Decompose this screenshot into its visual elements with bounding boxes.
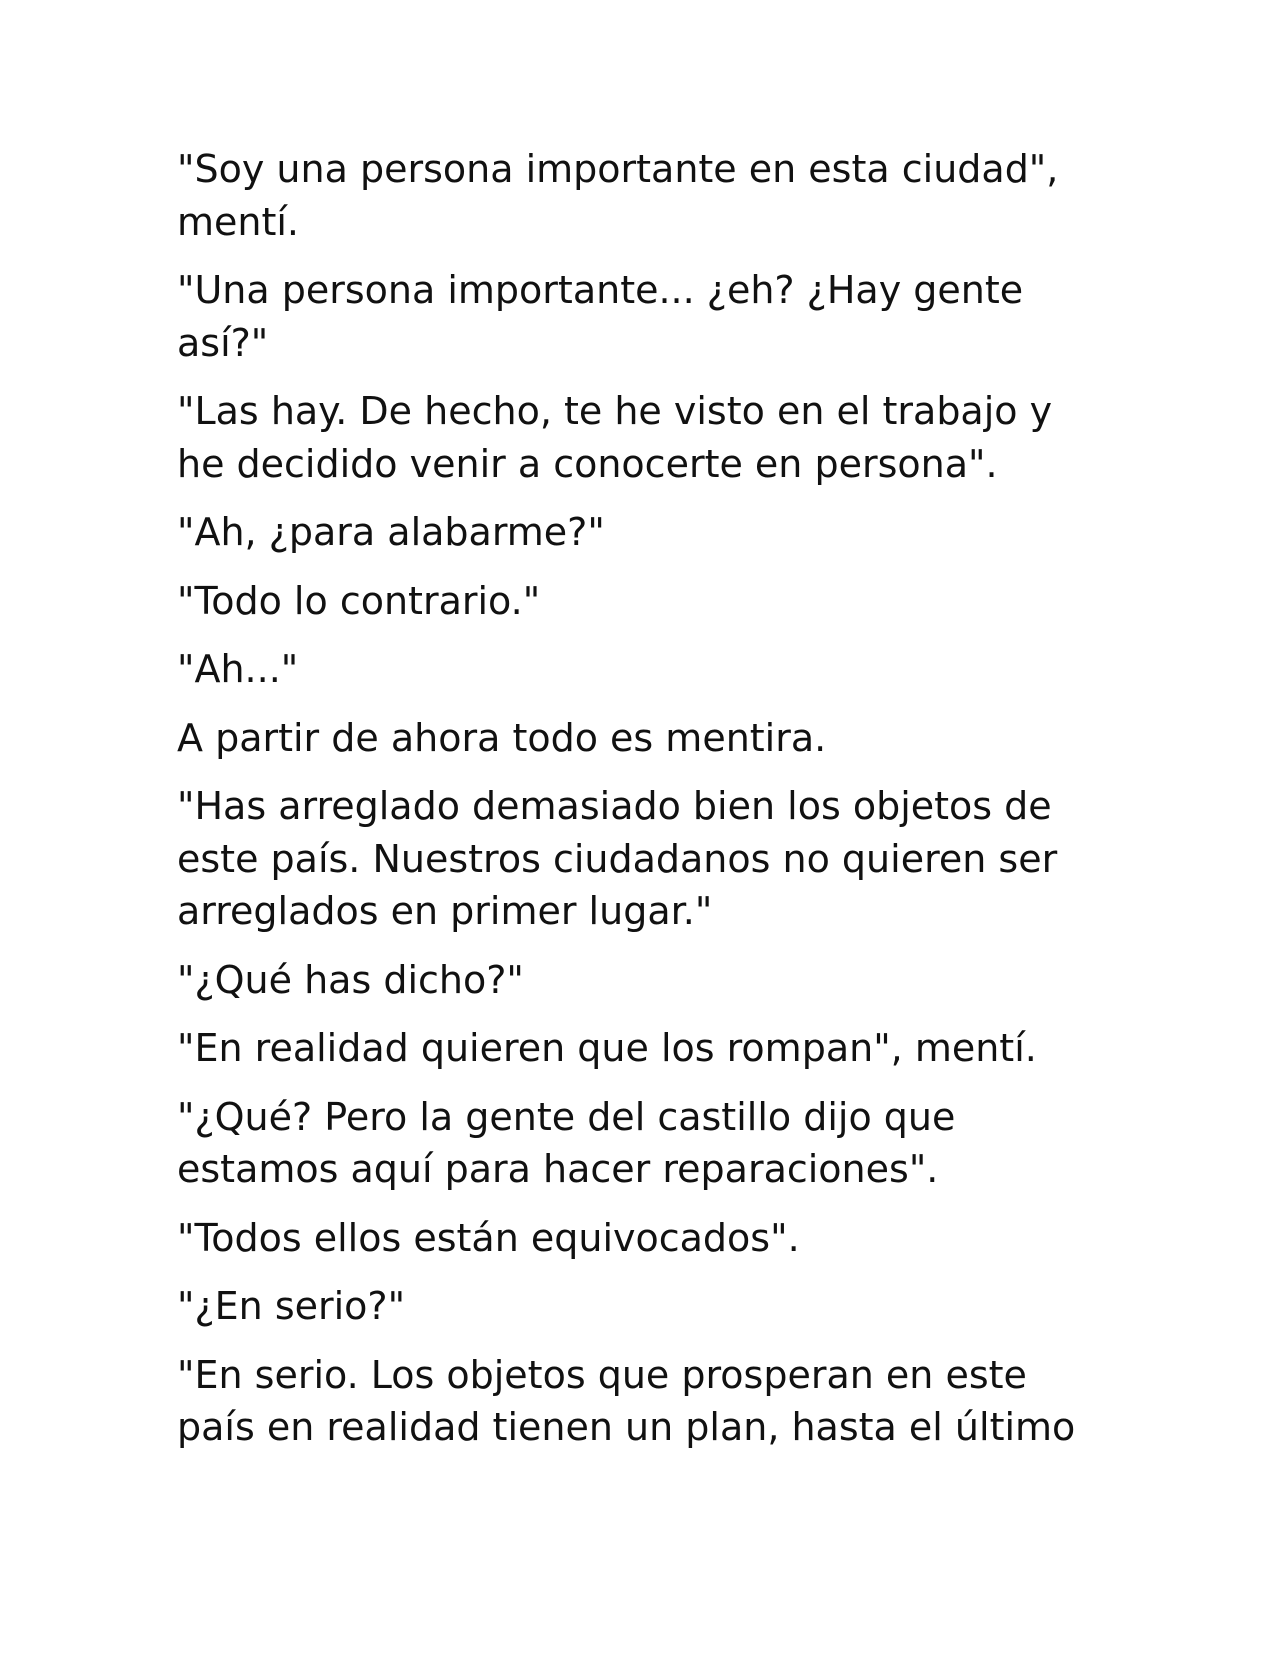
paragraph-12: "Todos ellos están equivocados".: [177, 1215, 800, 1260]
paragraph-7: A partir de ahora todo es mentira.: [177, 715, 827, 760]
paragraph-10: "En realidad quieren que los rompan", mentí.: [177, 1026, 1037, 1070]
paragraph-5: "Todo lo contrario.": [177, 578, 541, 623]
paragraph-1: "Soy una persona importante en esta ciudad", mentí.: [177, 147, 1059, 244]
paragraph-11: "¿Qué? Pero la gente del castillo dijo que estamos aquí para hacer reparaciones".: [177, 1094, 956, 1191]
paragraph-14: "En serio. Los objetos que prosperan en este país en realidad tienen un plan, hasta el último: [177, 1352, 1076, 1449]
paragraph-13: "¿En serio?": [177, 1284, 406, 1328]
paragraph-9: "¿Qué has dicho?": [177, 957, 524, 1002]
paragraph-6: "Ah...": [177, 647, 299, 691]
paragraph-4: "Ah, ¿para alabarme?": [177, 510, 605, 554]
paragraph-8: "Has arreglado demasiado bien los objetos de este país. Nuestros ciudadanos no quieren ser arreglados en primer lugar.": [177, 784, 1058, 933]
paragraph-3: "Las hay. De hecho, te he visto en el trabajo y he decidido venir a conocerte en persona".: [177, 389, 1053, 486]
paragraph-2: "Una persona importante... ¿eh? ¿Hay gente así?": [177, 268, 1024, 365]
document-page: [177, 143, 1097, 1470]
